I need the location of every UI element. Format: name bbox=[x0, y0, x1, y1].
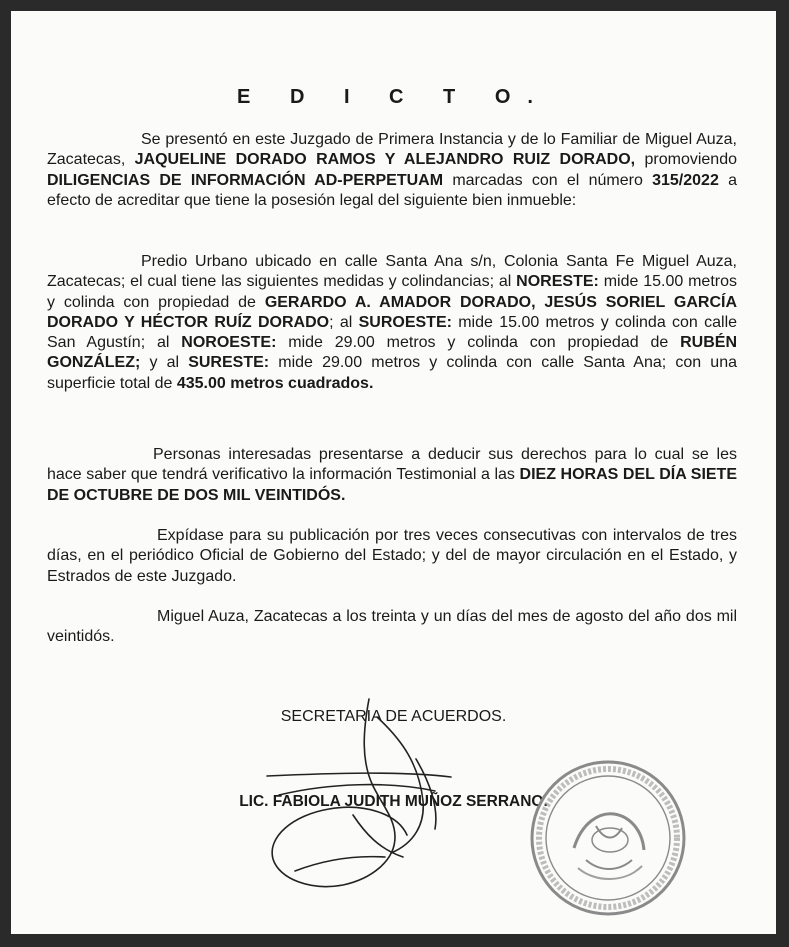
text-span: a efecto de acreditar que tiene la posesión legal del siguiente bien inmueble: bbox=[47, 171, 737, 209]
neighbors-names: GERARDO A. AMADOR DORADO, JESÚS SORIEL GARCÍA DORADO Y HÉCTOR RUÍZ DORADO bbox=[47, 293, 737, 331]
text-span: Se presentó en este Juzgado de Primera Instancia y de lo Familiar de Miguel Auza, Zacatecas, bbox=[47, 131, 737, 169]
text-span: promoviendo bbox=[635, 151, 737, 169]
case-number: 315/2022 bbox=[652, 171, 719, 189]
direction-label: SUROESTE: bbox=[358, 313, 452, 331]
text-span: Personas interesadas presentarse a deducir sus derechos para lo cual se les hace saber que tendrá verificativo la información Testimonial a las bbox=[47, 446, 737, 484]
text-span: mide 15.00 metros y colinda con calle San Agustín; al bbox=[47, 313, 738, 352]
procedure-type: DILIGENCIAS DE INFORMACIÓN AD-PERPETUAM bbox=[47, 171, 444, 189]
hearing-date: DIEZ HORAS DEL DÍA SIETE DE OCTUBRE DE DOS MIL VEINTIDÓS. bbox=[47, 466, 738, 504]
text-span: y al bbox=[140, 354, 189, 372]
court-seal bbox=[524, 756, 694, 916]
text-span: mide 29.00 metros y colinda con calle Santa Ana; con una superficie total de bbox=[47, 354, 737, 392]
direction-label: SURESTE: bbox=[188, 354, 270, 372]
edict-title: E D I C T O. bbox=[237, 86, 550, 108]
neighbor-name: RUBÉN GONZÁLEZ; bbox=[47, 334, 738, 372]
text-span: mide 29.00 metros y colinda con propiedad de bbox=[276, 334, 681, 352]
secretary-name: LIC. FABIOLA JUDITH MUÑOZ SERRANO. bbox=[239, 793, 548, 810]
document-page bbox=[11, 11, 776, 934]
text-span: marcadas con el número bbox=[443, 171, 653, 189]
text-span: Expídase para su publicación por tres veces consecutivas con intervalos de tres días, en el periódico Oficial de Gobierno del Estado; y del de mayor circulación en el Estado, y Estrados de este Juzgado. bbox=[47, 527, 737, 585]
total-area: 435.00 metros cuadrados. bbox=[176, 374, 374, 392]
secretary-title: SECRETARIA DE ACUERDOS. bbox=[280, 708, 507, 725]
text-span: mide 15.00 metros y colinda con propiedad de bbox=[47, 273, 738, 311]
direction-label: NORESTE: bbox=[516, 273, 599, 291]
applicants-names: JAQUELINE DORADO RAMOS Y ALEJANDRO RUIZ DORADO, bbox=[134, 151, 636, 169]
text-span: ; al bbox=[329, 313, 359, 331]
text-span: Miguel Auza, Zacatecas a los treinta y un días del mes de agosto del año dos mil veintidós. bbox=[47, 608, 737, 646]
text-span: Predio Urbano ubicado en calle Santa Ana s/n, Colonia Santa Fe Miguel Auza, Zacatecas; el cual tiene las siguientes medidas y colindancias; al bbox=[47, 253, 737, 291]
direction-label: NOROESTE: bbox=[181, 334, 277, 352]
